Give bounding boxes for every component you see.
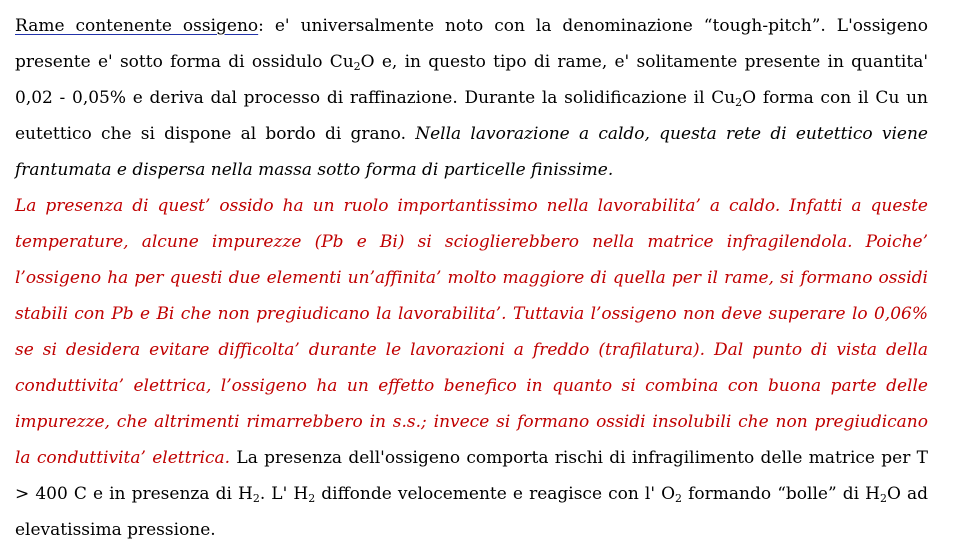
topic-link[interactable]: Rame contenente ossigeno xyxy=(15,16,259,36)
subscript: 2 xyxy=(735,96,743,109)
subscript: 2 xyxy=(675,492,683,505)
paragraph-oxide-role xyxy=(15,188,928,548)
subscript: 2 xyxy=(308,492,316,505)
text-run: O forma con il Cu un eutettico che si dispone al bordo di grano. xyxy=(15,88,928,144)
text-run: : e' universalmente noto con la denominazione “tough-pitch”. L'ossigeno presente e' sotto forma di ossidulo Cu xyxy=(15,16,928,72)
text-run: . L' H xyxy=(259,484,309,504)
subscript: 2 xyxy=(252,492,260,505)
highlighted-red-text: La presenza di quest’ ossido ha un ruolo importantissimo nella lavorabilita’ a caldo. Infatti a queste temperature, alcune impurezze (Pb e Bi) si scioglierebbero nella matrice infragilendola. Poiche’ l’ossigeno ha per questi due elementi un’affinita’ molto maggiore di quella per il rame, si formano ossidi stabili con Pb e Bi che non pregiudicano la lavorabilita’. Tuttavia l’ossigeno non deve superare lo 0,06% se si desidera evitare difficolta’ durante le lavorazioni a freddo (trafilatura). Dal punto di vista della conduttivita’ elettrica, l’ossigeno ha un effetto benefico in quanto si combina con buona parte delle impurezze, che altrimenti rimarrebbero in s.s.; invece si formano ossidi insolubili che non pregiudicano la conduttivita’ elettrica. xyxy=(15,196,928,468)
slide-content xyxy=(15,8,928,548)
paragraph-copper-oxygen-intro xyxy=(15,8,928,188)
subscript: 2 xyxy=(353,60,361,73)
text-run: La presenza dell'ossigeno comporta rischi di infragilimento delle matrice per T > 400 C e in presenza di H xyxy=(15,448,928,504)
italic-text: Nella lavorazione a caldo, questa rete di eutettico viene frantumata e dispersa nella massa sotto forma di particelle finissime. xyxy=(15,124,928,180)
subscript: 2 xyxy=(879,492,887,505)
text-run: O ad elevatissima pressione. xyxy=(15,484,929,540)
text-run: formando “bolle” di H xyxy=(682,484,880,504)
text-run: diffonde velocemente e reagisce con l' O xyxy=(315,484,676,504)
text-run: O e, in questo tipo di rame, e' solitamente presente in quantita' 0,02 - 0,05% e deriva dal processo di raffinazione. Durante la solidificazione il Cu xyxy=(15,52,929,108)
